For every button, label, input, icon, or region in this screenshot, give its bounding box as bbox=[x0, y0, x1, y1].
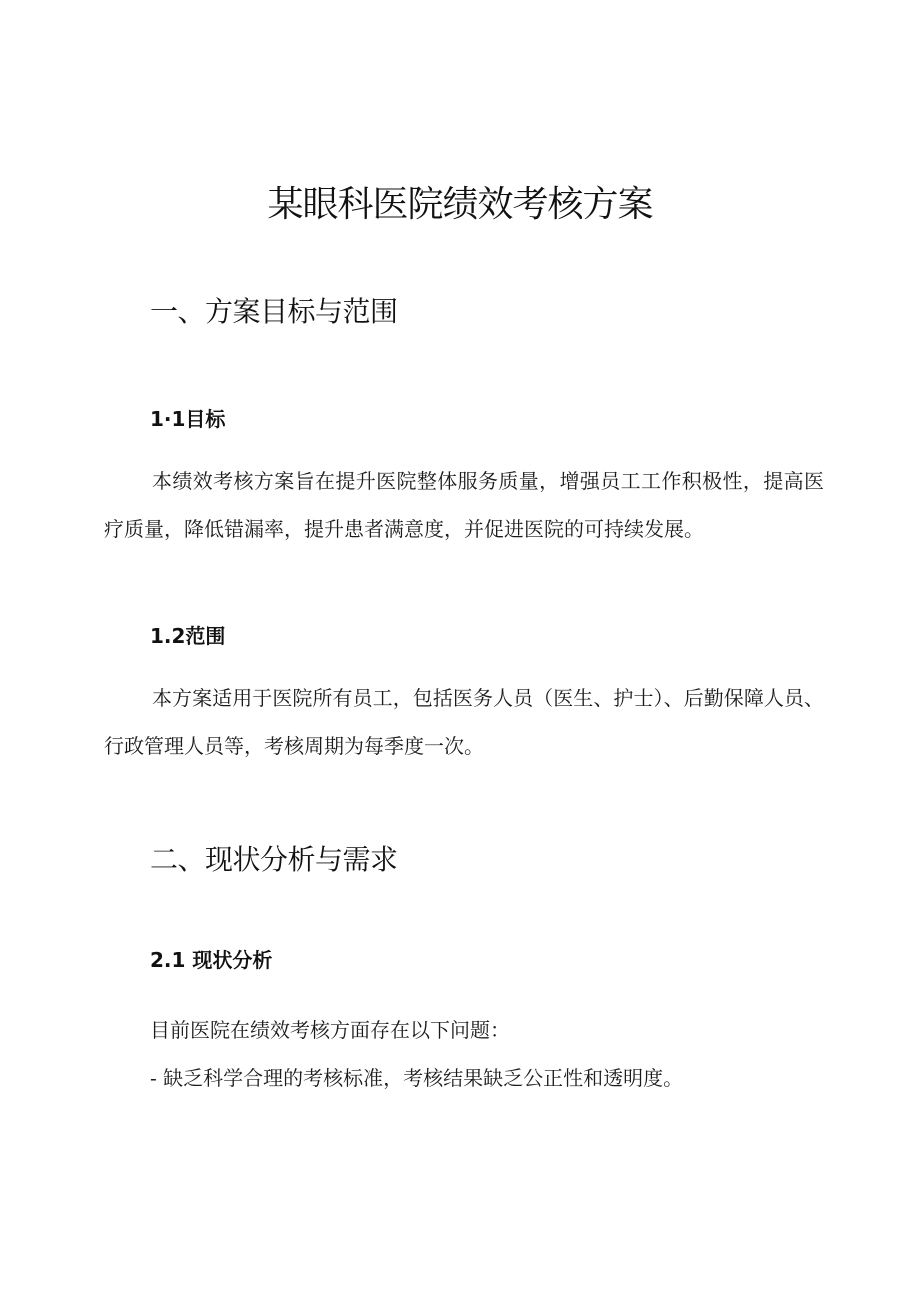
subsection-2-1-heading: 2.1 现状分析 bbox=[150, 948, 273, 972]
subsection-2-1-intro: 目前医院在绩效考核方面存在以下问题： bbox=[150, 1018, 510, 1042]
subsection-1-1-heading: 1·1目标 bbox=[150, 407, 226, 431]
section-2-heading: 二、现状分析与需求 bbox=[150, 843, 398, 876]
document-title: 某眼科医院绩效考核方案 bbox=[267, 184, 653, 225]
subsection-1-2-heading: 1.2范围 bbox=[150, 624, 226, 648]
subsection-1-1-text: 本绩效考核方案旨在提升医院整体服务质量，增强员工工作积极性，提高医疗质量，降低错漏率，提升患者满意度，并促进医院的可持续发展。 bbox=[104, 469, 824, 541]
section-1-heading: 一、方案目标与范围 bbox=[150, 295, 398, 328]
bullet-item: - 缺乏科学合理的考核标准，考核结果缺乏公正性和透明度。 bbox=[150, 1066, 684, 1090]
subsection-1-2-text: 本方案适用于医院所有员工，包括医务人员（医生、护士）、后勤保障人员、行政管理人员等，考核周期为每季度一次。 bbox=[104, 686, 824, 758]
